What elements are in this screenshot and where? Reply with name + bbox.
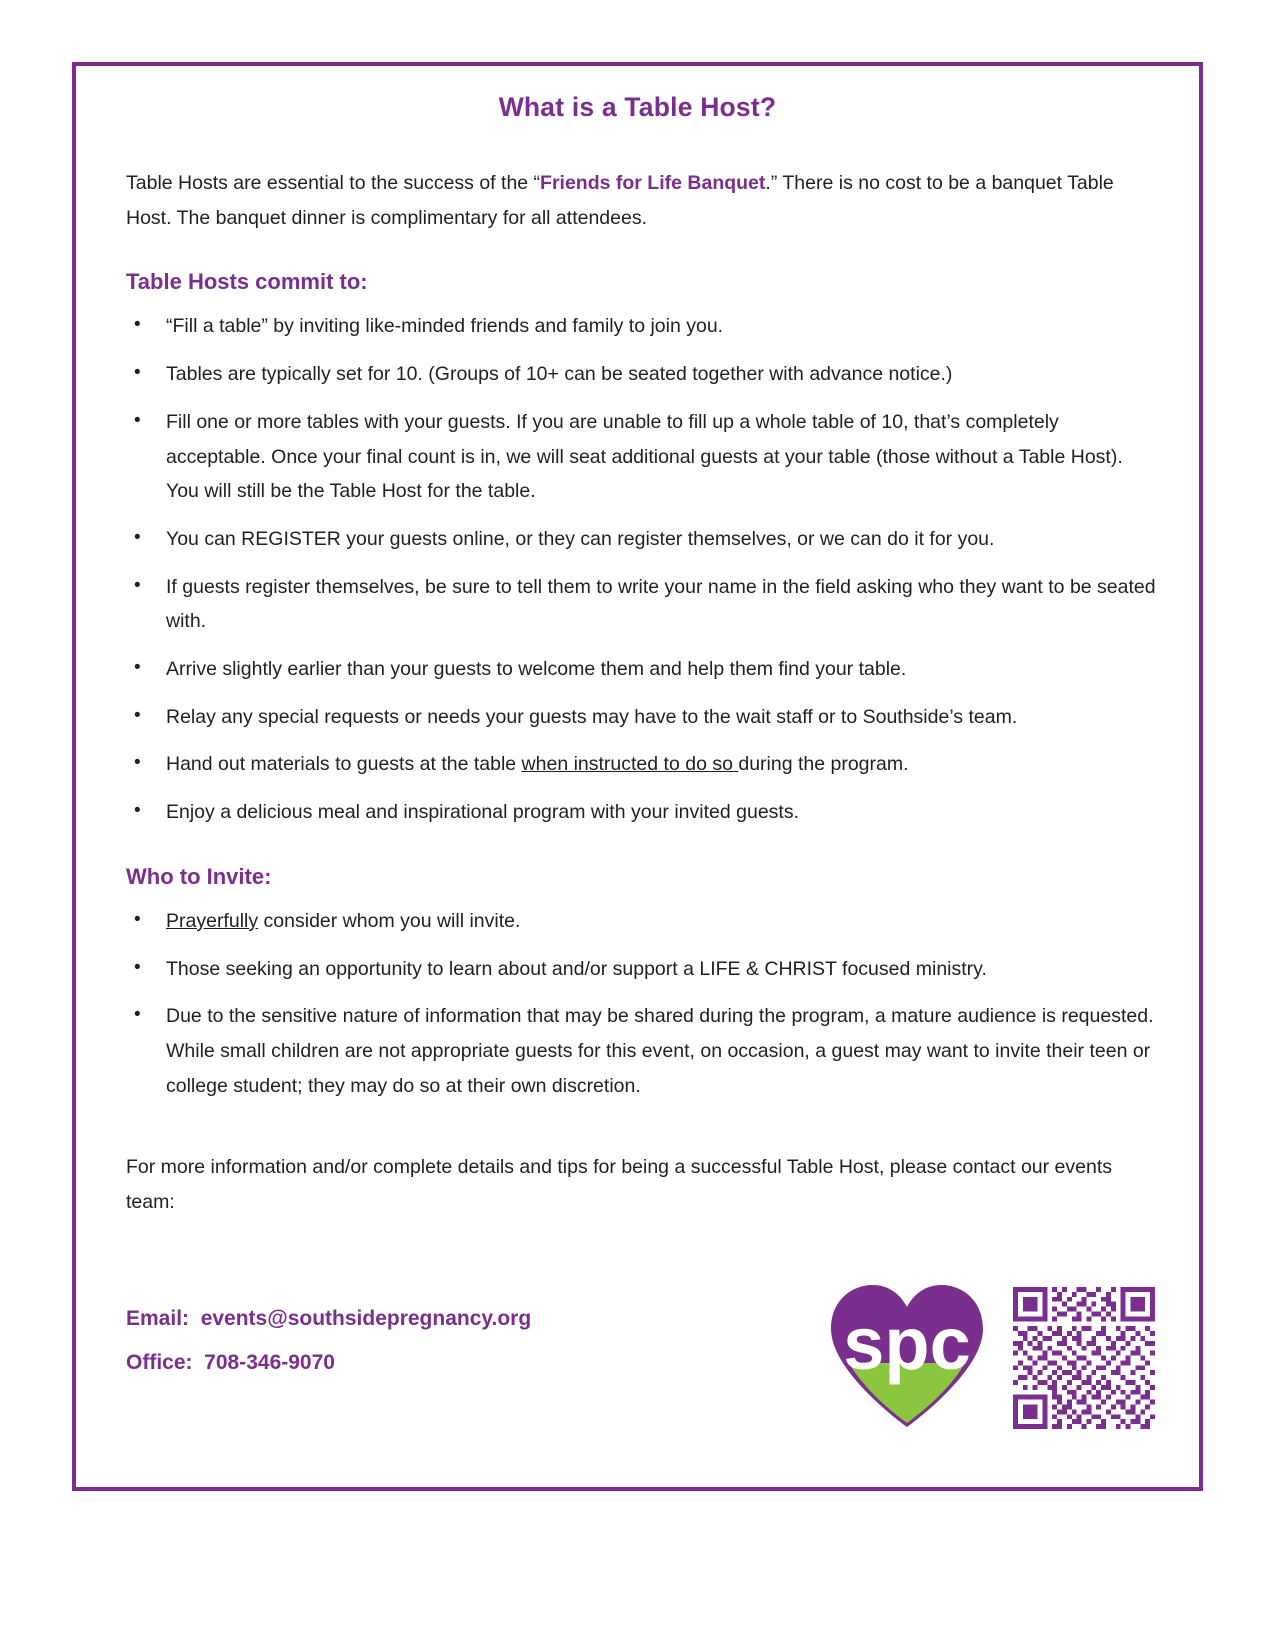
flyer-content [76,66,1199,1487]
intro-highlight: Friends for Life Banquet [540,172,766,194]
qr-code[interactable] [1013,1287,1155,1429]
section-heading-invite: Who to Invite: [126,863,272,889]
intro-paragraph [104,166,1171,235]
section-heading-commit: Table Hosts commit to: [126,269,368,295]
intro-text-after: .” There is no cost to be a banquet Table Host. The banquet dinner is complimentary for all attendees. [126,172,1114,229]
flyer-page [72,62,1203,1491]
branding-block [823,1277,1155,1429]
southside-pregnancy-center-logo [823,1277,991,1429]
underlined-phrase: when instructed to do so [521,753,739,776]
list-item: • Prayerfully consider whom you will invite. [128,904,1157,939]
svg-text:spc: spc [843,1302,971,1385]
list-item: • Those seeking an opportunity to learn about and/or support a LIFE & CHRIST focused ministry. [128,952,1157,987]
list-item: • You can REGISTER your guests online, or they can register themselves, or we can do it for you. [128,522,1157,557]
intro-text-before: Table Hosts are essential to the success of the “ [126,172,541,194]
list-item: • “Fill a table” by inviting like-minded friends and family to join you. [128,309,1157,344]
list-item: • Enjoy a delicious meal and inspirational program with your invited guests. [128,795,1157,830]
closing-paragraph: For more information and/or complete details and tips for being a successful Table Host, please contact our events team: [126,1156,1112,1214]
list-item: • Tables are typically set for 10. (Groups of 10+ can be seated together with advance notice.) [128,357,1157,392]
list-item: • Fill one or more tables with your guests. If you are unable to fill up a whole table of 10, that’s completely acceptable. Once your final count is in, we will seat additional guests at your table (those without a Table Host). You will still be the Table Host for the table. [128,405,1157,509]
invite-bullet-list [104,904,1171,1104]
list-item: • Arrive slightly earlier than your guests to welcome them and help them find your table. [128,652,1157,687]
contact-block [126,1307,531,1395]
contact-email[interactable]: Email: events@southsidepregnancy.org [126,1307,532,1330]
page-title: What is a Table Host? [498,92,777,122]
list-item: • Relay any special requests or needs your guests may have to the wait staff or to Southside’s team. [128,700,1157,735]
list-item: • If guests register themselves, be sure to tell them to write your name in the field asking who they want to be seated with. [128,570,1157,639]
contact-office: Office: 708-346-9070 [126,1351,335,1374]
list-item: • Hand out materials to guests at the table when instructed to do so during the program. [128,747,1157,782]
underlined-phrase: Prayerfully [166,909,259,932]
list-item: • Due to the sensitive nature of information that may be shared during the program, a mature audience is requested. While small children are not appropriate guests for this event, on occasion, a guest may want to invite their teen or college student; they may do so at their own discretion. [128,999,1157,1103]
commit-bullet-list [104,309,1171,829]
